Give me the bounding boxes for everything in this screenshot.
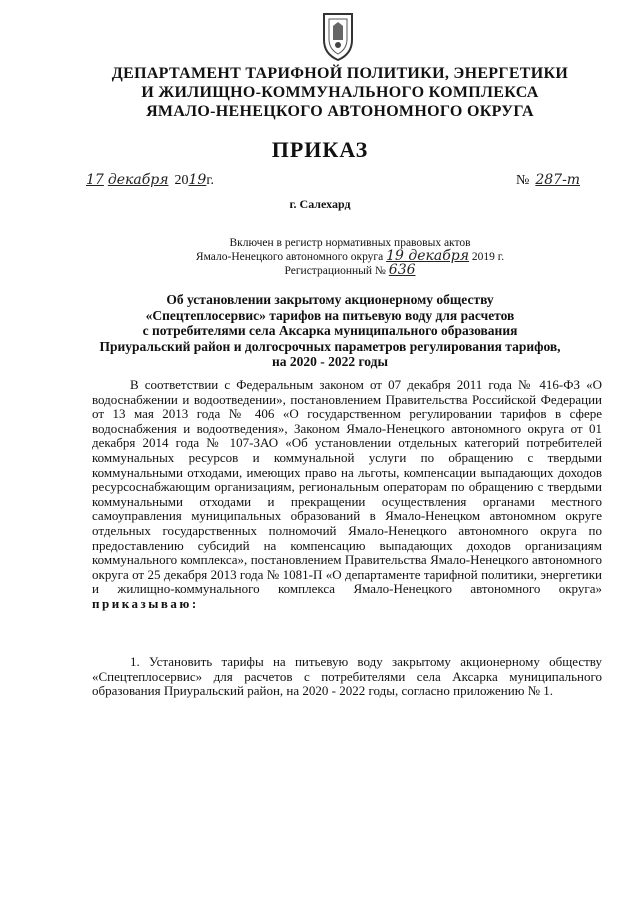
document-number — [516, 172, 580, 189]
preamble-text: В соответствии с Федеральным законом от 07 декабря 2011 года № 416-ФЗ «О водоснабжении и водоотведении», постановлением Правительства Российской Федерации от 13 мая 2013 года № 406 «О государственном регулировании тарифов в сфере водоснабжения и водоотведения», Законом Ямало-Ненецкого автономного округа от 01 декабря 2014 года № 107-ЗАО «Об установлении отдельных категорий потребителей коммунальных ресурсов и коммунальной услуги по обращению с твердыми коммунальными отходами, имеющих право на льготы, компенсации выпадающих доходов ресурсоснабжающим организациям, региональным операторам по обращению с твердыми коммунальными отходами и прекращении осуществления органами местного самоуправления муниципальных образований в Ямало-Ненецком автономном округе отдельных государственных полномочий Ямало-Ненецкого автономного округа по предоставлению субсидий на компенсацию выпадающих доходов организациям коммунального комплекса», постановлением Правительства Ямало-Ненецкого автономного округа от 25 декабря 2013 года № 1081-П «О департаменте тарифной политики, энергетики и жилищно-коммунального комплекса Ямало-Ненецкого автономного округа» — [92, 377, 602, 597]
registry-line — [160, 250, 540, 264]
registry-region: Ямало-Ненецкого автономного округа — [195, 251, 384, 263]
title-line: Приуральский район и долгосрочных параметров регулирования тарифов, — [99, 338, 561, 354]
date-year-prefix: 20 — [174, 173, 189, 188]
order-title — [80, 292, 580, 370]
registry-date: 19 декабря — [386, 248, 470, 264]
document-type-title: ПРИКАЗ — [271, 137, 369, 162]
document-date — [86, 172, 214, 189]
department-header — [60, 64, 620, 121]
header-line: И ЖИЛИЩНО-КОММУНАЛЬНОГО КОМПЛЕКСА — [141, 84, 539, 101]
title-line: на 2020 - 2022 годы — [271, 354, 389, 369]
order-item: 1. Установить тарифы на питьевую воду закрытому акционерному обществу «Спецтеплосервис» для расчетов с потребителями села Аксарка муниципального образования Приуральский район, на 2020 - 2022 годы, согласно приложению № 1. — [92, 654, 602, 699]
number-value: 287-т — [535, 172, 581, 188]
date-day: 17 — [86, 172, 104, 188]
number-label: № — [516, 173, 530, 188]
registry-number-value: 636 — [388, 262, 416, 278]
date-year-suffix: 19 — [188, 172, 207, 188]
registry-stamp — [160, 237, 540, 278]
title-line: Об установлении закрытому акционерному обществу — [166, 292, 494, 307]
registry-line — [160, 264, 540, 278]
order-keyword: приказываю: — [92, 595, 199, 611]
registry-number-label: Регистрационный № — [284, 265, 386, 277]
title-line: с потребителями села Аксарка муниципального образования — [142, 323, 518, 338]
header-line: ДЕПАРТАМЕНТ ТАРИФНОЙ ПОЛИТИКИ, ЭНЕРГЕТИКИ — [111, 65, 569, 82]
header-line: ЯМАЛО-НЕНЕЦКОГО АВТОНОМНОГО ОКРУГА — [146, 103, 534, 120]
city-name: г. Салехард — [289, 197, 351, 211]
date-year-unit: г. — [206, 173, 214, 188]
registry-year: 2019 г. — [471, 251, 505, 263]
title-line: «Спецтеплосервис» тарифов на питьевую воду для расчетов — [145, 307, 515, 323]
coat-of-arms-emblem — [318, 10, 358, 62]
preamble-paragraph — [92, 378, 602, 612]
registry-line: Включен в регистр нормативных правовых актов — [229, 237, 471, 249]
date-month: декабря — [107, 172, 169, 188]
